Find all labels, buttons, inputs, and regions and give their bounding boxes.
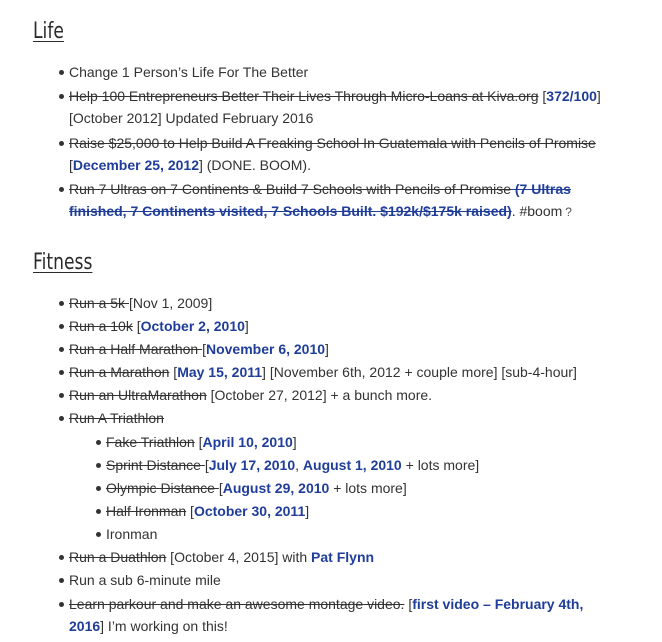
fitness-item-5k: Run a 5k [Nov 1, 2009] xyxy=(69,295,213,311)
marathon-date-link[interactable]: May 15, 2011 xyxy=(177,364,263,380)
section-title-fitness: Fitness xyxy=(33,250,93,275)
bullet xyxy=(59,301,64,306)
life-item-3: Raise $25,000 to Help Build A Freaking School In Guatemala with Pencils of Promise xyxy=(69,135,596,151)
fake-triathlon-date-link[interactable]: April 10, 2010 xyxy=(202,434,293,450)
parkour-video-link-cont[interactable]: 2016 xyxy=(69,618,101,634)
pat-flynn-link[interactable]: Pat Flynn xyxy=(311,549,375,565)
parkour-video-link[interactable]: first video – February 4th, xyxy=(412,596,584,612)
bullet xyxy=(59,393,64,398)
fitness-sub-ironman: Ironman xyxy=(106,526,158,542)
bullet xyxy=(96,509,101,514)
life-item-2-cont: [October 2012] Updated February 2016 xyxy=(69,110,314,126)
bullet xyxy=(96,486,101,491)
bullet xyxy=(59,578,64,583)
bullet xyxy=(96,440,101,445)
sprint-date-link[interactable]: July 17, 2010 xyxy=(208,457,296,473)
fitness-item-ultramarathon: Run an UltraMarathon [October 27, 2012] + a bunch more. xyxy=(69,387,433,403)
life-item-2: Help 100 Entrepreneurs Better Their Lives Through Micro-Loans at Kiva.org [372/100] xyxy=(69,88,601,104)
fitness-item-half-marathon: Run a Half Marathon [November 6, 2010] xyxy=(69,341,329,357)
fitness-item-parkour-cont: 2016] I’m working on this! xyxy=(69,618,228,634)
life-item-3-cont: [December 25, 2012] (DONE. BOOM). xyxy=(69,157,311,173)
bullet xyxy=(59,94,64,99)
fitness-sub-fake-triathlon: Fake Triathlon [April 10, 2010] xyxy=(106,434,297,450)
ultras-link[interactable]: (7 Ultras xyxy=(511,181,571,197)
bullet xyxy=(59,416,64,421)
bullet xyxy=(59,324,64,329)
emoji-icon: ? xyxy=(565,205,572,219)
fitness-item-mile: Run a sub 6-minute mile xyxy=(69,572,221,588)
bullet xyxy=(59,555,64,560)
life-item-4-cont: finished, 7 Continents visited, 7 Schools Built. $192k/$175k raised). #boom ? xyxy=(69,201,572,222)
bullet xyxy=(96,463,101,468)
fitness-item-10k: Run a 10k [October 2, 2010] xyxy=(69,318,249,334)
ultras-link-cont[interactable]: finished, 7 Continents visited, 7 Schools Built. $192k/$175k raised) xyxy=(69,203,512,219)
bullet xyxy=(59,141,64,146)
sprint-date-link-2[interactable]: August 1, 2010 xyxy=(302,457,402,473)
life-item-1: Change 1 Person’s Life For The Better xyxy=(69,64,309,80)
section-title-life: Life xyxy=(33,19,64,44)
10k-date-link[interactable]: October 2, 2010 xyxy=(140,318,245,334)
bullet xyxy=(59,187,64,192)
school-date-link[interactable]: December 25, 2012 xyxy=(72,157,199,173)
half-marathon-date-link[interactable]: November 6, 2010 xyxy=(205,341,326,357)
bullet xyxy=(59,370,64,375)
fitness-sub-olympic: Olympic Distance [August 29, 2010 + lots more] xyxy=(106,480,407,496)
bullet xyxy=(59,70,64,75)
olympic-date-link[interactable]: August 29, 2010 xyxy=(222,480,330,496)
fitness-sub-sprint: Sprint Distance [July 17, 2010, August 1, 2010 + lots more] xyxy=(106,457,480,473)
life-item-4: Run 7 Ultras on 7 Continents & Build 7 Schools with Pencils of Promise (7 Ultras xyxy=(69,181,571,197)
bullet xyxy=(59,347,64,352)
bullet xyxy=(59,602,64,607)
fitness-item-marathon: Run a Marathon [May 15, 2011] [November 6th, 2012 + couple more] [sub-4-hour] xyxy=(69,364,577,380)
bullet xyxy=(96,532,101,537)
fitness-sub-half-ironman: Half Ironman [October 30, 2011] xyxy=(106,503,310,519)
fitness-item-duathlon: Run a Duathlon [October 4, 2015] with Pat Flynn xyxy=(69,549,375,565)
half-ironman-date-link[interactable]: October 30, 2011 xyxy=(193,503,306,519)
kiva-link[interactable]: 372/100 xyxy=(546,88,597,104)
fitness-item-parkour: Learn parkour and make an awesome montage video. [first video – February 4th, xyxy=(69,596,584,612)
fitness-item-triathlon: Run A Triathlon xyxy=(69,410,164,426)
